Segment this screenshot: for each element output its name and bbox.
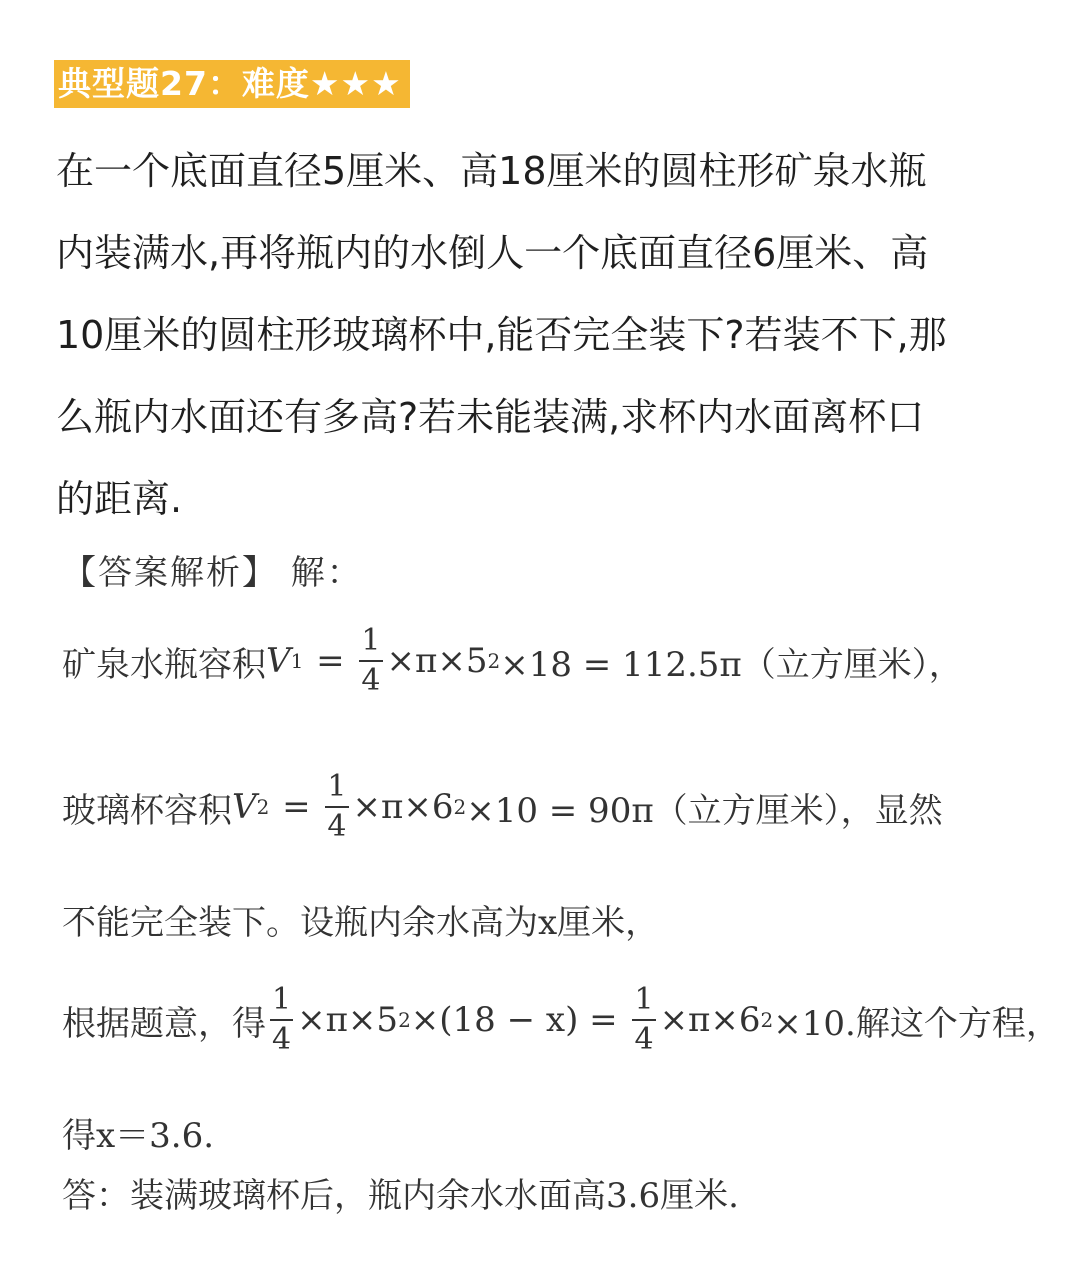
variable-subscript: 1: [290, 649, 304, 673]
variable-v: V: [232, 787, 257, 827]
question-text: [56, 130, 1031, 540]
cup-volume-equation: [62, 769, 943, 844]
solution-header: 【答案解析】 解：: [62, 553, 363, 593]
question-line: 的距离.: [56, 477, 183, 521]
fraction-numerator: 1: [361, 623, 381, 658]
equation-prefix: 根据题意，得: [62, 1003, 266, 1044]
equation-rest: ×18 = 112.5π（立方厘米），: [500, 644, 963, 685]
solution-result: 得x＝3.6.: [62, 1116, 215, 1156]
fraction-one-quarter: [270, 982, 293, 1057]
question-line: 么瓶内水面还有多高?若未能装满,求杯内水面离杯口: [56, 395, 925, 439]
fraction-one-quarter: [325, 769, 348, 844]
exponent: 2: [453, 795, 467, 819]
question-line: 在一个底面直径5厘米、高18厘米的圆柱形矿泉水瓶: [56, 149, 927, 193]
equation-body: ×π×5: [297, 1000, 399, 1040]
fraction-one-quarter: [359, 623, 382, 698]
problem-title-badge: 典型题27：难度★★★: [54, 60, 410, 108]
exponent: 2: [398, 1008, 411, 1032]
fraction-denominator: 4: [270, 1019, 293, 1055]
equation-rest: ×10.解这个方程，: [773, 1003, 1060, 1044]
fraction-one-quarter: [632, 982, 655, 1057]
equation-body: ×π×6: [659, 1000, 761, 1040]
exponent: 2: [760, 1008, 774, 1032]
variable-v: V: [266, 641, 291, 681]
question-line: 内装满水,再将瓶内的水倒人一个底面直径6厘米、高: [56, 231, 929, 275]
question-line: 10厘米的圆柱形玻璃杯中,能否完全装下?若装不下,那: [56, 313, 947, 357]
bottle-volume-equation: [62, 623, 963, 698]
fraction-denominator: 4: [632, 1019, 655, 1055]
equation-prefix: 玻璃杯容积: [62, 790, 232, 831]
fraction-numerator: 1: [634, 982, 654, 1017]
fraction-numerator: 1: [272, 982, 292, 1017]
equation-body: ×π×6: [352, 787, 454, 827]
equation-body: ×π×5: [386, 641, 488, 681]
equation-rest: ×10 = 90π（立方厘米），显然: [466, 790, 943, 831]
fraction-numerator: 1: [327, 769, 347, 804]
equation-middle: ×(18 − x) =: [410, 1000, 629, 1040]
fraction-denominator: 4: [359, 660, 382, 696]
equals-sign: =: [271, 787, 322, 827]
fraction-denominator: 4: [325, 806, 348, 842]
equals-sign: =: [305, 641, 356, 681]
solution-line-setup: 不能完全装下。设瓶内余水高为x厘米，: [62, 903, 660, 943]
equation-prefix: 矿泉水瓶容积: [62, 644, 266, 685]
exponent: 2: [487, 649, 501, 673]
variable-subscript: 2: [256, 795, 270, 819]
setup-equation: [62, 982, 1060, 1057]
final-answer: 答：装满玻璃杯后，瓶内余水水面高3.6厘米.: [62, 1176, 739, 1216]
